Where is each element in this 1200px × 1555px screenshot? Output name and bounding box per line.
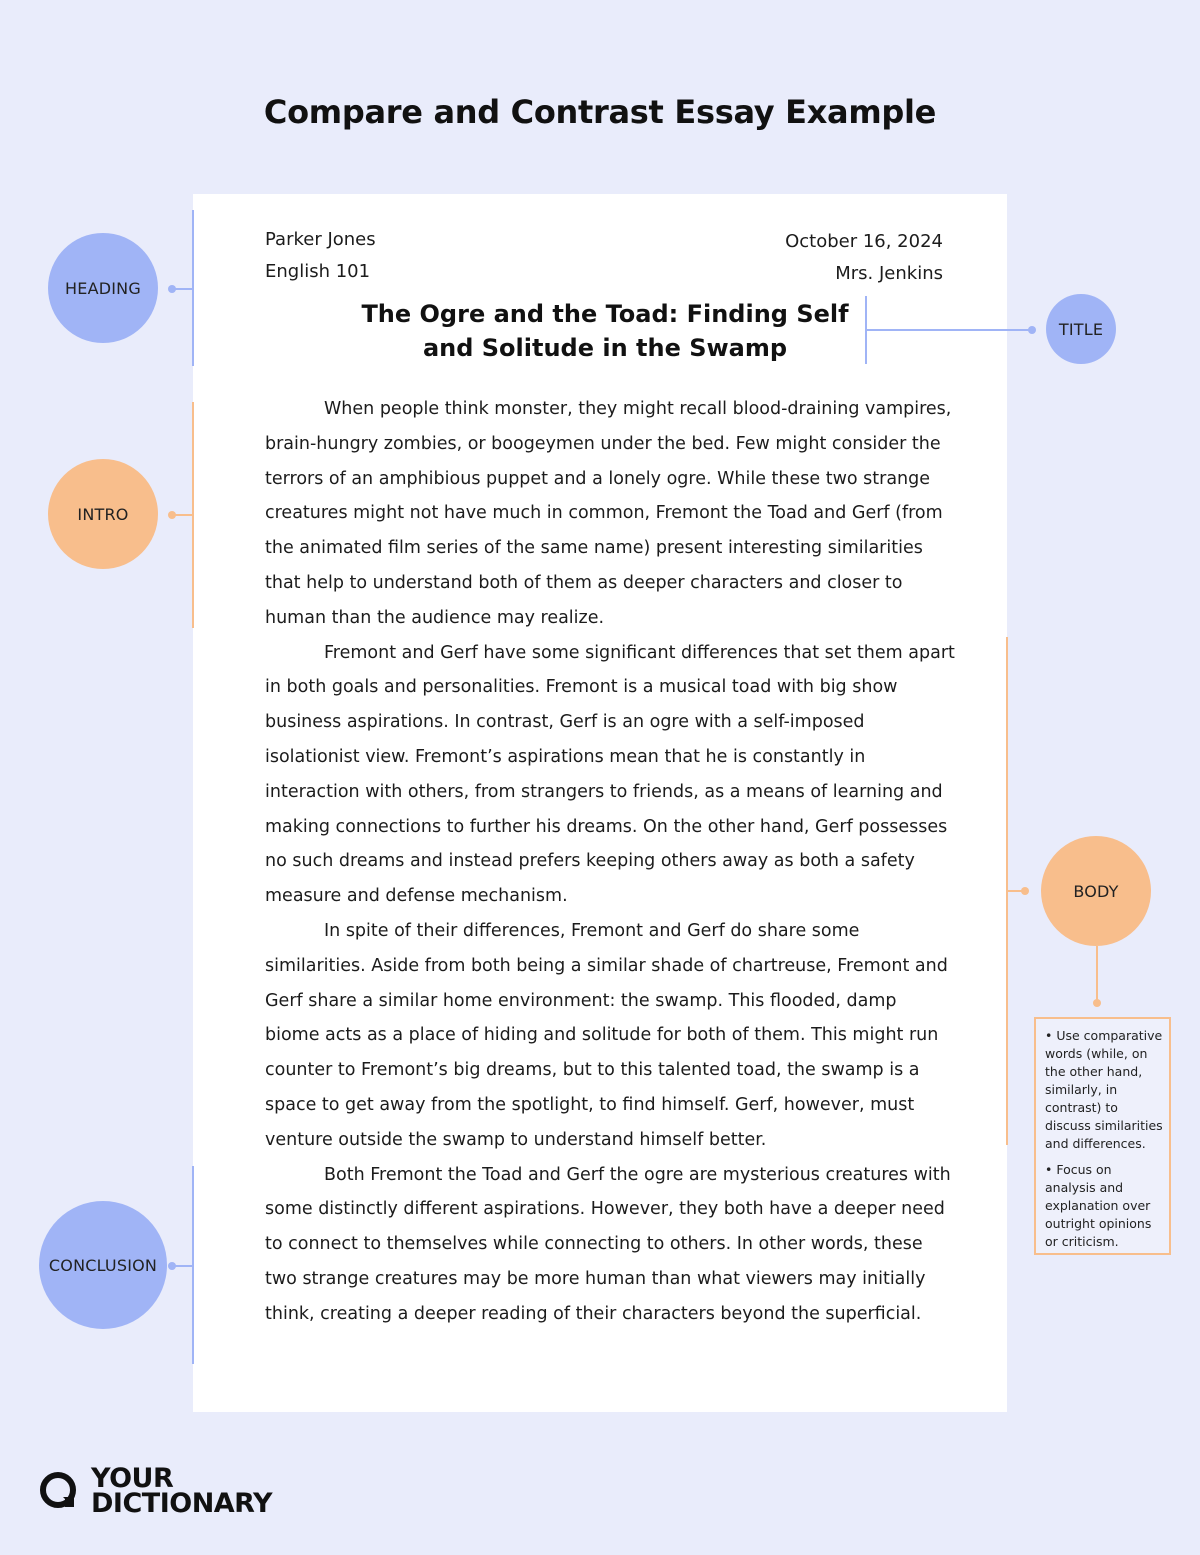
tip-analysis: • Focus on analysis and explanation over outright opinions or criticism. — [1045, 1162, 1152, 1249]
intro-label: INTRO — [48, 459, 158, 569]
title-connector-dot — [1028, 326, 1036, 334]
essay-date: October 16, 2024 — [785, 231, 943, 252]
body-label: BODY — [1041, 836, 1151, 946]
conclusion-label: CONCLUSION — [39, 1201, 167, 1329]
page-title: Compare and Contrast Essay Example — [263, 93, 937, 131]
tips-connector-dot — [1093, 999, 1101, 1007]
essay-title — [340, 297, 870, 365]
conclusion-paragraph: Both Fremont the Toad and Gerf the ogre are mysterious creatures with some distinctly different aspirations. However, they both have a deeper need to connect to themselves while connecting to others. In other words, these two strange creatures may be more human than what viewers may initially think, creating a deeper reading of their characters beyond the superficial. — [265, 1164, 951, 1324]
intro-paragraph: When people think monster, they might recall blood-draining vampires, brain-hungry zombies, or boogeymen under the bed. Few might consider the terrors of an amphibious puppet and a lonely ogre. While these two strange creatures might not have much in common, Fremont the Toad and Gerf (from the animated film series of the same name) present interesting similarities that help to understand both of them as deeper characters and closer to human than the audience may realize. — [265, 399, 952, 628]
essay-heading-right — [785, 226, 943, 290]
tip-comparative-words: • Use comparative words (while, on the other hand, similarly, in contrast) to discuss similarities and differences. — [1045, 1028, 1163, 1151]
heading-label: HEADING — [48, 233, 158, 343]
body-tips-box — [1034, 1017, 1171, 1255]
essay-title-line1: The Ogre and the Toad: Finding Self — [361, 300, 849, 328]
intro-connector-dot — [168, 511, 176, 519]
body-paragraph-differences: Fremont and Gerf have some significant differences that set them apart in both goals and personalities. Fremont is a musical toad with big show business aspirations. In contrast, Gerf is an ogre with a self-imposed isolationist view. Fremont’s aspirations mean that he is constantly in interaction with others, from strangers to friends, as a means of learning and making connections to further his dreams. On the other hand, Gerf possesses no such dreams and instead prefers keeping others away as both a safety measure and defense mechanism. — [265, 642, 955, 907]
title-connector — [866, 329, 1031, 331]
essay-title-line2: and Solitude in the Swamp — [422, 334, 788, 362]
yourdictionary-logo-icon — [38, 1470, 84, 1516]
body-connector-dot — [1021, 887, 1029, 895]
teacher-name: Mrs. Jenkins — [835, 263, 943, 284]
logo-line2: DICTIONARY — [91, 1488, 273, 1519]
title-label: TITLE — [1046, 294, 1116, 364]
course-name: English 101 — [265, 261, 371, 282]
logo-line1: YOUR — [91, 1463, 174, 1494]
author-name: Parker Jones — [265, 229, 376, 250]
yourdictionary-logo-text — [91, 1463, 273, 1519]
heading-connector-dot — [168, 285, 176, 293]
conclusion-connector-dot — [168, 1262, 176, 1270]
body-paragraph-similarities: In spite of their differences, Fremont and Gerf do share some similarities. Aside from both being a similar shade of chartreuse, Fremont and Gerf share a similar home environment: the swamp. This flooded, damp biome acts as a place of hiding and solitude for both of them. This might run counter to Fremont’s big dreams, but to this talented toad, the swamp is a space to get away from the spotlight, to find himself. Gerf, however, must venture outside the swamp to understand himself better. — [265, 920, 948, 1150]
essay-body — [265, 392, 955, 1332]
essay-heading-left — [265, 224, 376, 288]
tips-connector — [1096, 946, 1098, 1002]
